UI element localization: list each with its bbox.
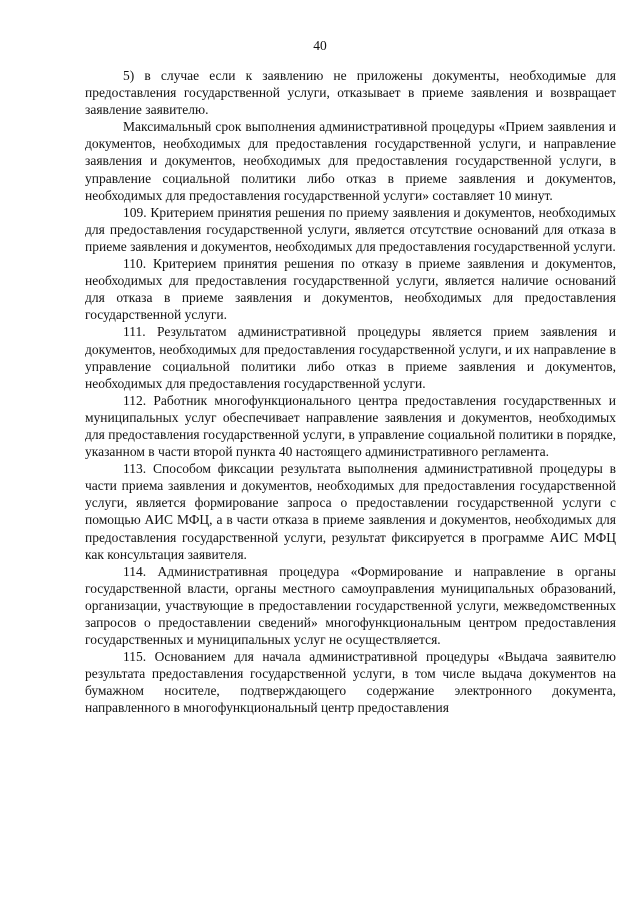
document-body [85,67,616,717]
paragraph-max-duration: Максимальный срок выполнения административной процедуры «Прием заявления и документов, необходимых для предоставления государственной услуги, и направление заявления и документов, необходимых для предоставления государственной услуги, в управление социальной политики либо отказ в приеме заявления и документов, необходимых для предоставления государственной услуги» составляет 10 минут. [85,119,616,203]
paragraph-113: 113. Способом фиксации результата выполнения административной процедуры в части приема заявления и документов, необходимых для предоставления государственной услуги, является формирование запроса о предоставлении государственной услуги с помощью АИС МФЦ, а в части отказа в приеме заявления и документов, необходимых для предоставления государственной услуги, результат фиксируется в программе АИС МФЦ как консультация заявителя. [85,461,616,562]
paragraph-5-rejection: 5) в случае если к заявлению не приложены документы, необходимые для предоставления государственной услуги, отказывает в приеме заявления и возвращает заявление заявителю. [85,68,616,118]
paragraph-114: 114. Административная процедура «Формирование и направление в органы государственной власти, органы местного самоуправления муниципальных образований, организации, участвующие в предоставлении государственной услуги, межведомственных запросов о предоставлении сведений» многофункциональным центром предоставления государственных и муниципальных услуг не осуществляется. [85,563,616,648]
paragraph-111: 111. Результатом административной процедуры является прием заявления и документов, необходимых для предоставления государственной услуги, и их направление в управление социальной политики либо отказ в приеме заявления и документов, необходимых для предоставления государственной услуги. [85,324,616,391]
paragraph-110: 110. Критерием принятия решения по отказу в приеме заявления и документов, необходимых для предоставления государственной услуги, является наличие оснований для отказа в приеме заявления и документов, необходимых для предоставления государственной услуги. [85,256,616,323]
paragraph-109: 109. Критерием принятия решения по приему заявления и документов, необходимых для предоставления государственной услуги, является отсутствие оснований для отказа в приеме заявления и документов, необходимых для предоставления государственной услуги. [85,204,616,254]
paragraph-115: 115. Основанием для начала административной процедуры «Выдача заявителю результата предоставления государственной услуги, в том числе выдача документов на бумажном носителе, подтверждающего содержание электронного документа, направленного в многофункциональный центр предоставления [85,649,616,716]
paragraph-112: 112. Работник многофункционального центра предоставления государственных и муниципальных услуг обеспечивает направление заявления и документов, необходимых для предоставления государственной услуги, в управление социальной политики в порядке, указанном в части второй пункта 40 настоящего административного регламента. [85,392,616,460]
page-number: 40 [313,38,327,53]
